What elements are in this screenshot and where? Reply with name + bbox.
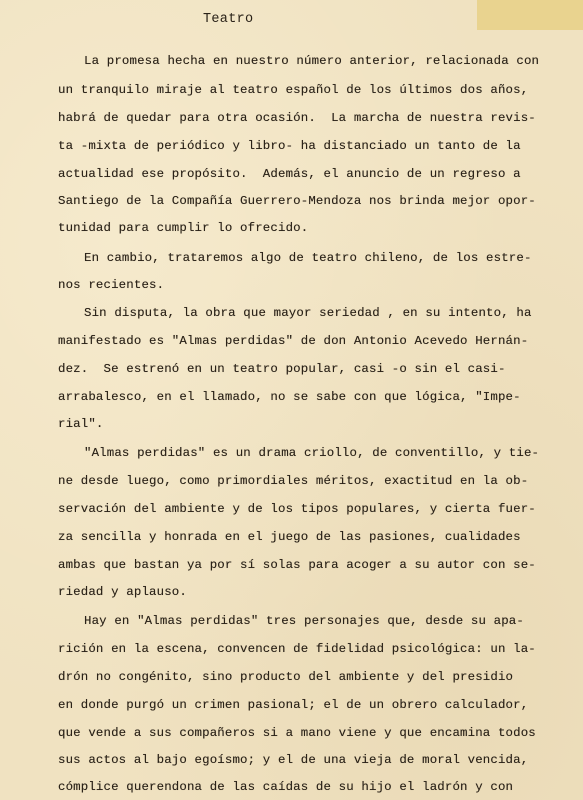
text-line: rición en la escena, convencen de fidelidad psicológica: un la-	[58, 642, 536, 656]
text-line: "Almas perdidas" es un drama criollo, de conventillo, y tie-	[84, 446, 540, 460]
text-line: Santiego de la Compañía Guerrero-Mendoza nos brinda mejor opor-	[58, 194, 536, 208]
text-line: actualidad ese propósito. Además, el anuncio de un regreso a	[58, 167, 521, 181]
paper-corner-tab	[477, 0, 583, 30]
text-line: drón no congénito, sino producto del ambiente y del presidio	[58, 670, 514, 684]
text-line: sus actos al bajo egoísmo; y el de una vieja de moral vencida,	[58, 753, 529, 767]
text-line: En cambio, trataremos algo de teatro chileno, de los estre-	[84, 251, 532, 265]
text-line: ta -mixta de periódico y libro- ha distanciado un tanto de la	[58, 139, 521, 153]
text-line: cómplice querendona de las caídas de su hijo el ladrón y con	[58, 780, 514, 794]
text-line: rial".	[58, 417, 104, 431]
text-line: tunidad para cumplir lo ofrecido.	[58, 221, 309, 235]
text-line: nos recientes.	[58, 278, 165, 292]
page-title: Teatro	[203, 12, 254, 27]
text-line: riedad y aplauso.	[58, 585, 187, 599]
text-line: que vende a sus compañeros si a mano viene y que encamina todos	[58, 726, 536, 740]
text-line: habrá de quedar para otra ocasión. La marcha de nuestra revis-	[58, 111, 536, 125]
text-line: ne desde luego, como primordiales méritos, exactitud en la ob-	[58, 474, 529, 488]
text-line: en donde purgó un crimen pasional; el de un obrero calculador,	[58, 698, 529, 712]
text-line: servación del ambiente y de los tipos populares, y cierta fuer-	[58, 502, 536, 516]
text-line: un tranquilo miraje al teatro español de los últimos dos años,	[58, 83, 529, 97]
text-line: La promesa hecha en nuestro número anterior, relacionada con	[84, 54, 540, 68]
text-line: ambas que bastan ya por sí solas para acoger a su autor con se-	[58, 558, 536, 572]
text-line: manifestado es "Almas perdidas" de don Antonio Acevedo Hernán-	[58, 334, 529, 348]
text-line: Hay en "Almas perdidas" tres personajes que, desde su apa-	[84, 614, 524, 628]
text-line: arrabalesco, en el llamado, no se sabe con que lógica, "Impe-	[58, 390, 521, 404]
text-line: dez. Se estrenó en un teatro popular, casi -o sin el casi-	[58, 362, 506, 376]
text-line: za sencilla y honrada en el juego de las pasiones, cualidades	[58, 530, 521, 544]
text-line: Sin disputa, la obra que mayor seriedad , en su intento, ha	[84, 306, 532, 320]
